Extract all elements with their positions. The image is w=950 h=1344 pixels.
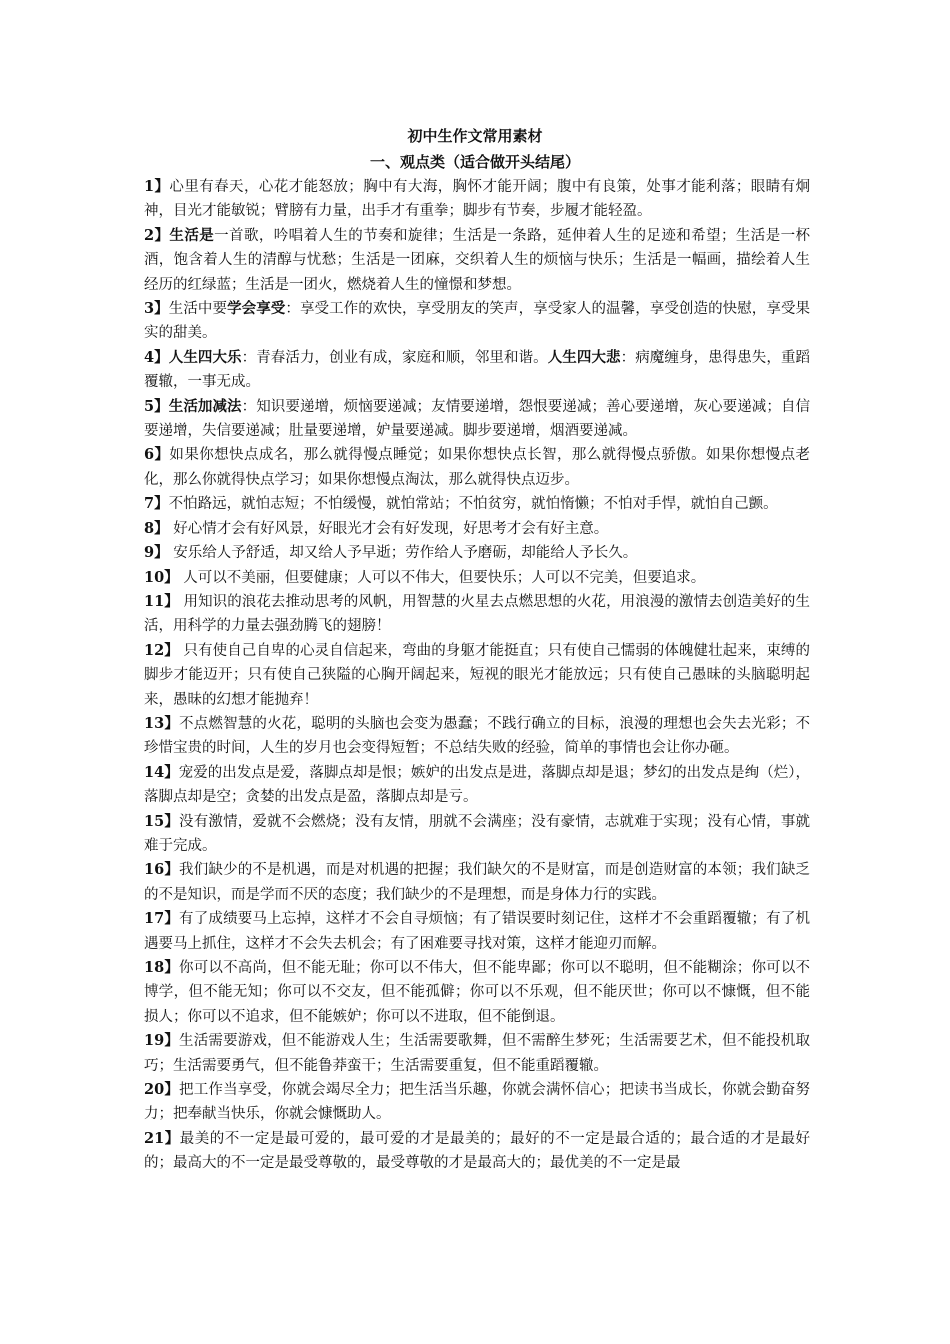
item-text: 不怕路远，就怕志短；不怕缓慢，就怕常站；不怕贫穷，就怕惰懒；不怕对手悍，就怕自己颤。 [168,496,778,513]
item-text-2: ：病魔缠身，患得患失，重蹈覆辙，一事无成。 [144,349,811,391]
list-item [144,1029,810,1078]
item-text: 有了成绩要马上忘掉，这样才不会自寻烦恼；有了错误要时刻记住，这样才不会重蹈覆辙；有了机遇要马上抓住，这样才不会失去机会；有了困难要寻找对策，这样才能迎刃而解。 [144,911,811,952]
item-number: 15】 [144,812,180,830]
item-text: 宠爱的出发点是爱，落脚点却是恨；嫉妒的出发点是进，落脚点却是退；梦幻的出发点是绚（烂），落脚点却是空；贪婪的出发点是盈，落脚点却是亏。 [144,764,810,806]
item-number: 5】 [144,397,169,415]
item-text: 你可以不高尚，但不能无耻；你可以不伟大，但不能卑鄙；你可以不聪明，但不能糊涂；你可以不博学，但不能无知；你可以不交友，但不能孤僻；你可以不乐观，但不能厌世；你可以不慷慨，但不能损人；你可以不追求，但不能嫉妒；你可以不进取，但不能倒退。 [144,960,811,1025]
item-number: 11】 [144,592,179,610]
item-keyword: 学会享受 [227,300,286,318]
list-item [144,712,810,761]
item-number: 6】 [144,446,170,464]
list-item [144,443,810,492]
document-title: 初中生作文常用素材 [407,127,543,145]
item-number: 2】 [144,226,170,244]
list-item [144,639,810,712]
list-item [144,224,810,297]
item-text: 安乐给人予舒适，却又给人予早逝；劳作给人予磨砺，却能给人予长久。 [168,545,638,562]
item-text: 好心情才会有好风景，好眼光才会有好发现，好思考才会有好主意。 [168,520,609,537]
item-text: 生活需要游戏，但不能游戏人生；生活需要歌舞，但不需醉生梦死；生活需要艺术，但不能投机取巧；生活需要勇气，但不能鲁莽蛮干；生活需要重复，但不能重蹈覆辙。 [144,1033,811,1074]
list-item [144,541,810,565]
item-text: 不点燃智慧的火花，聪明的头脑也会变为愚蠢；不践行确立的目标，浪漫的理想也会失去光彩；不珍惜宝贵的时间，人生的岁月也会变得短暂；不总结失败的经验，简单的事情也会让你办砸。 [144,715,811,757]
item-number: 7】 [144,495,169,513]
list-item [144,761,810,810]
list-item [144,956,810,1029]
item-text-lead: 生活中要 [168,301,228,318]
item-number: 8】 [144,519,169,537]
item-text: 用知识的浪花去推动思考的风帆，用智慧的火星去点燃思想的火花，用浪漫的激情去创造美好的生活，用科学的力量去强劲腾飞的翅膀！ [144,593,810,635]
item-number: 16】 [144,861,180,879]
list-item [144,810,810,859]
section-heading: 一、观点类（适合做开头结尾） [369,153,580,171]
item-number: 18】 [144,959,180,976]
item-number: 17】 [144,910,180,928]
item-text: 没有激情，爱就不会燃烧；没有友情，朋就不会满座；没有豪情，志就难于实现；没有心情，事就难于完成。 [144,813,811,854]
item-number: 12】 [144,641,179,659]
item-number: 4】 [144,348,169,366]
list-item [144,175,810,224]
list-item [144,1127,810,1176]
item-text: 一首歌，吟唱着人生的节奏和旋律；生活是一条路，延伸着人生的足迹和希望；生活是一杯酒，饱含着人生的清醇与忧愁；生活是一团麻，交织着人生的烦恼与快乐；生活是一幅画，描绘着人生经历的红绿蓝；生活是一团火，燃烧着人生的憧憬和梦想。 [144,227,811,293]
item-number: 1】 [144,178,170,195]
list-item [144,395,810,444]
item-text: 最美的不一定是最可爱的，最可爱的才是最美的；最好的不一定是最合适的；最合适的才是最好的；最高大的不一定是最受尊敬的，最受尊敬的才是最高大的；最优美的不一定是最 [144,1130,810,1172]
item-number: 14】 [144,763,179,781]
list-item [144,1078,810,1127]
list-item [144,590,810,639]
item-text: 我们缺少的不是机遇，而是对机遇的把握；我们缺欠的不是财富，而是创造财富的本领；我们缺乏的不是知识，而是学而不厌的态度；我们缺少的不是理想，而是身体力行的实践。 [144,862,811,903]
item-number: 21】 [144,1129,180,1147]
list-item [144,346,810,395]
item-number: 13】 [144,714,180,732]
item-text: 只有使自己自卑的心灵自信起来，弯曲的身躯才能挺直；只有使自己懦弱的体魄健壮起来，束缚的脚步才能迈开；只有使自己狭隘的心胸开阔起来，短视的眼光才能放远；只有使自己愚昧的头脑聪明起来，愚昧的幻想才能抛弃！ [144,642,810,708]
list-item [144,858,810,907]
item-text: ：知识要递增，烦恼要递减；友情要递增，怨恨要递减；善心要递增，灰心要递减；自信要递增，失信要递减；肚量要递增，妒量要递减。脚步要递增，烟酒要递减。 [144,398,811,440]
item-text: ：青春活力，创业有成，家庭和顺，邻里和谐。 [241,349,548,366]
document-body [144,175,810,1176]
item-keyword: 生活是 [169,226,215,244]
item-text: ：享受工作的欢快，享受朋友的笑声，享受家人的温馨，享受创造的快慰，享受果实的甜美。 [144,301,811,342]
item-text: 如果你想快点成名，那么就得慢点睡觉；如果你想快点长智，那么就得慢点骄傲。如果你想慢点老化，那么你就得快点学习；如果你想慢点淘汰，那么就得快点迈步。 [144,447,810,488]
list-item [144,517,810,541]
item-text: 心里有春天，心花才能怒放；胸中有大海，胸怀才能开阔；腹中有良策，处事才能利落；眼睛有炯神，目光才能敏锐；臂膀有力量，出手才有重拳；脚步有节奏，步履才能轻盈。 [144,179,810,220]
item-number: 19】 [144,1032,180,1050]
item-number: 3】 [144,300,169,318]
item-number: 20】 [144,1081,180,1099]
list-item [144,566,810,590]
item-text: 人可以不美丽，但要健康；人可以不伟大，但要快乐；人可以不完美，但要追求。 [178,569,706,586]
item-keyword-2: 人生四大悲 [547,348,621,366]
item-keyword: 生活加减法 [168,397,242,415]
list-item [144,492,810,516]
item-keyword: 人生四大乐 [168,348,242,366]
list-item [144,907,810,956]
item-number: 10】 [144,568,179,586]
list-item [144,297,810,346]
item-number: 9】 [144,544,169,562]
item-text: 把工作当享受，你就会竭尽全力；把生活当乐趣，你就会满怀信心；把读书当成长，你就会勤奋努力；把奉献当快乐，你就会慷慨助人。 [144,1082,811,1123]
